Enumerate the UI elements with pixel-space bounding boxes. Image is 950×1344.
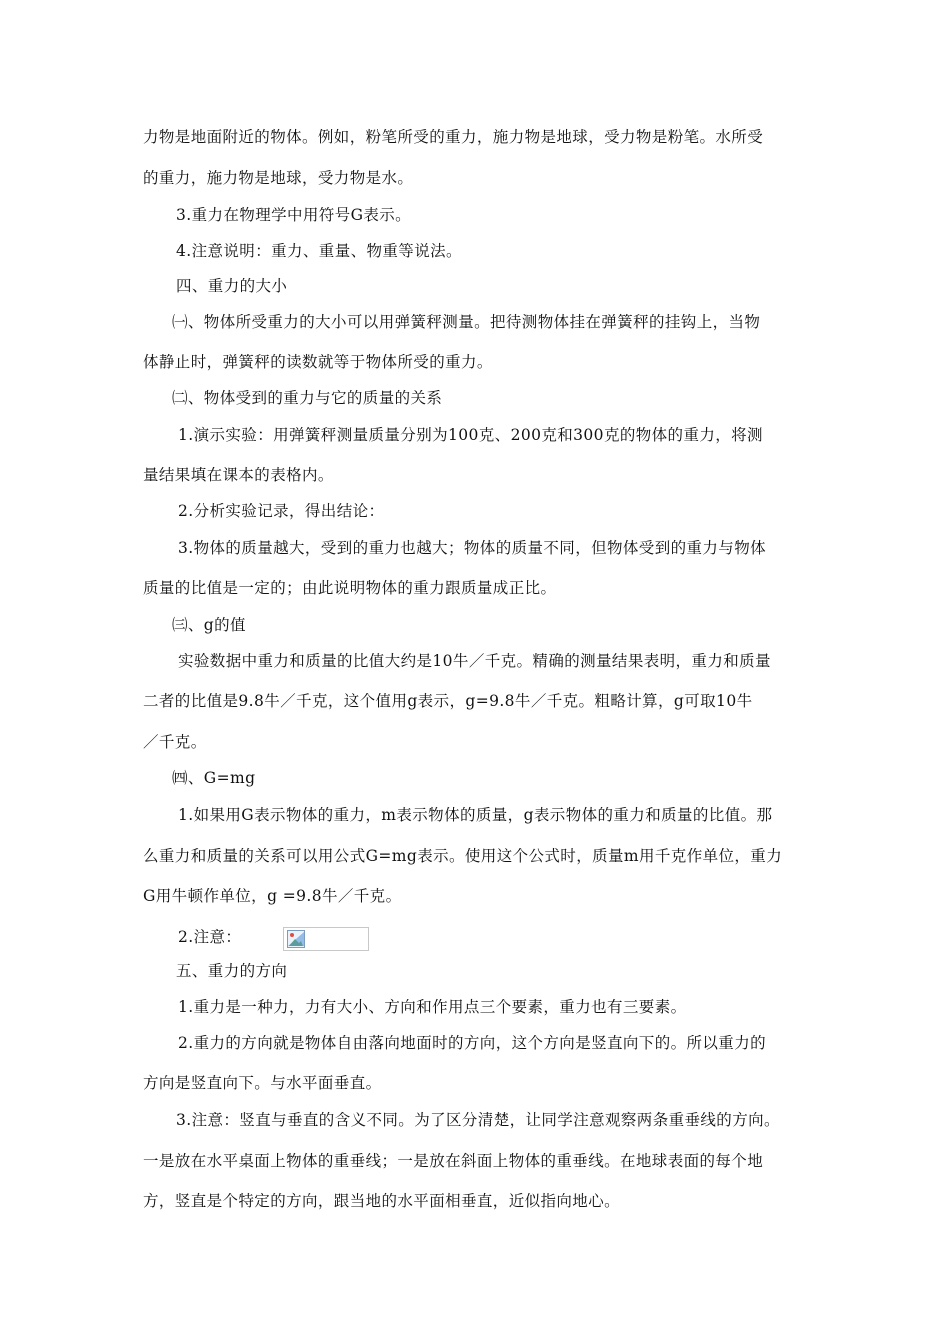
section-heading: 四、重力的大小: [176, 277, 288, 295]
text-line: 方向是竖直向下。与水平面垂直。: [143, 1074, 382, 1092]
text-line: 的重力，施力物是地球，受力物是水。: [143, 169, 414, 187]
text-line: ㈠、物体所受重力的大小可以用弹簧秤测量。把待测物体挂在弹簧秤的挂钩上，当物: [172, 313, 761, 331]
text-line: ／千克。: [143, 733, 207, 751]
text-line: 1.重力是一种力，力有大小、方向和作用点三个要素，重力也有三要素。: [178, 998, 687, 1016]
text-line: 1.演示实验：用弹簧秤测量质量分别为100克、200克和300克的物体的重力，将测: [178, 426, 763, 444]
text-line: 3.物体的质量越大，受到的重力也越大；物体的质量不同，但物体受到的重力与物体: [178, 539, 766, 557]
text-line: 一是放在水平桌面上物体的重垂线；一是放在斜面上物体的重垂线。在地球表面的每个地: [143, 1152, 764, 1170]
text-line: 二者的比值是9.8牛／千克，这个值用g表示，g=9.8牛／千克。粗略计算，g可取10牛: [143, 692, 753, 710]
text-line: 3.重力在物理学中用符号G表示。: [176, 206, 412, 224]
text-line: 2.重力的方向就是物体自由落向地面时的方向，这个方向是竖直向下的。所以重力的: [178, 1034, 766, 1052]
text-line: 么重力和质量的关系可以用公式G=mg表示。使用这个公式时，质量m用千克作单位，重力: [143, 847, 783, 865]
text-line: 1.如果用G表示物体的重力，m表示物体的质量，g表示物体的重力和质量的比值。那: [178, 806, 773, 824]
text-line: 体静止时，弹簧秤的读数就等于物体所受的重力。: [143, 353, 493, 371]
text-line: 实验数据中重力和质量的比值大约是10牛／千克。精确的测量结果表明，重力和质量: [178, 652, 771, 670]
text-line: 3.注意：竖直与垂直的含义不同。为了区分清楚，让同学注意观察两条重垂线的方向。: [176, 1111, 780, 1129]
text-line: 方，竖直是个特定的方向，跟当地的水平面相垂直，近似指向地心。: [143, 1192, 621, 1210]
text-line: ㈢、g的值: [172, 616, 246, 634]
text-line: 力物是地面附近的物体。例如，粉笔所受的重力，施力物是地球，受力物是粉笔。水所受: [143, 128, 764, 146]
text-line: 4.注意说明：重力、重量、物重等说法。: [176, 242, 462, 260]
text-line: 2.注意：: [178, 928, 242, 946]
broken-image-icon: [287, 930, 305, 948]
text-line: 2.分析实验记录，得出结论：: [178, 502, 385, 520]
text-line: 质量的比值是一定的；由此说明物体的重力跟质量成正比。: [143, 579, 557, 597]
text-line: G用牛顿作单位，g =9.8牛／千克。: [143, 887, 402, 905]
text-line: ㈡、物体受到的重力与它的质量的关系: [172, 389, 443, 407]
text-line: ㈣、G=mg: [172, 769, 256, 787]
section-heading: 五、重力的方向: [176, 962, 288, 980]
text-line: 量结果填在课本的表格内。: [143, 466, 334, 484]
embedded-image-placeholder: [283, 927, 369, 951]
